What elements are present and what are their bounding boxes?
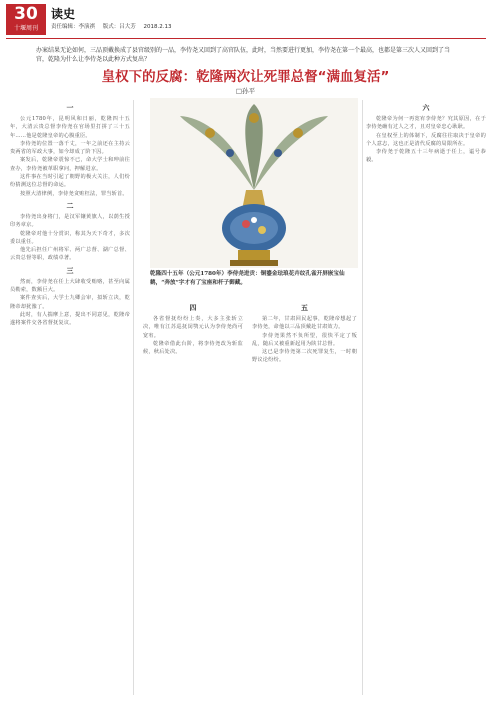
byline: □孙平: [235, 87, 256, 95]
paragraph: 在皇权至上的体制下，反腐往往取决于皇帝的个人意志，这也正是清代反腐的局限所在。: [366, 132, 486, 147]
artifact-photo: [150, 98, 358, 268]
column-divider: [362, 100, 363, 695]
paragraph: 李侍尧的位置一落千丈，一年之前还在主持云贵两省的军政大事，如今却成了阶下囚。: [10, 140, 130, 156]
page-number-badge: [6, 4, 46, 35]
paragraph: 乾隆帝为何一再宽宥李侍尧？究其原因，在于李侍尧确有过人之才，且对皇帝忠心耿耿。: [366, 116, 486, 131]
paragraph: 案发后，乾隆帝震惊不已，命大学士和珅前往查办，李侍尧被革职拿问，押解进京。: [10, 157, 130, 172]
layout-credit: 版式：吕大芳: [102, 24, 136, 30]
magazine-name: 十堰周刊: [13, 25, 38, 32]
page-number: 30: [14, 4, 38, 24]
page-header: [0, 0, 491, 40]
section-number: 四: [189, 303, 197, 312]
paragraph: 李侍尧果然不负所望，很快平定了叛乱，随后又被重新起用为陕甘总督。: [252, 332, 357, 347]
column-4: [366, 100, 486, 165]
editor-credit: 责任编辑：李演祺: [51, 24, 96, 30]
column-divider: [133, 100, 134, 695]
credits: [51, 22, 178, 30]
paragraph: 李侍尧于乾隆五十三年病逝于任上，谥号恭毅。: [366, 149, 486, 164]
paragraph: 各省督抚纷纷上奏，大多主张斩立决，唯有江苏巡抚闵鹗元认为李侍尧尚可宽宥。: [143, 316, 243, 339]
paragraph: 乾隆帝对他十分赏识，称其为天下奇才，多次委以重任。: [10, 230, 130, 245]
section-number: 五: [301, 303, 308, 312]
artifact-illustration: [150, 98, 358, 268]
section-number: 一: [66, 103, 74, 112]
article-title: 皇权下的反腐：乾隆两次让死罪总督“满血复活”: [101, 69, 390, 85]
paragraph: 他先后担任广州将军、两广总督、湖广总督、云贵总督等职，政绩卓著。: [10, 247, 130, 262]
issue-date: 2018.2.13: [143, 24, 172, 30]
paragraph: 这已是李侍尧第二次死罪复生，一时朝野议论纷纷。: [252, 349, 357, 364]
paragraph: 此时，有人揣摩上意，提出不同意见，乾隆帝遂将案件交各省督抚复议。: [10, 311, 130, 327]
section-number: 三: [66, 265, 74, 275]
header-rule: [6, 38, 486, 39]
paragraph: 第二年，甘肃回民起事，乾隆帝想起了李侍尧，命他以三品顶戴赴甘肃效力。: [252, 316, 357, 331]
paragraph: 乾隆帝借此台阶，将李侍尧改为斩监候，秋后处决。: [143, 340, 243, 356]
paragraph: 案件查实后，大学士九卿会审，拟斩立决，乾隆帝却犹豫了。: [10, 295, 130, 310]
section-number: 六: [422, 103, 430, 112]
paragraph: 然而，李侍尧在任上大肆收受贿赂，甚至向属员勒索，数额巨大。: [10, 278, 130, 294]
column-1: [10, 100, 130, 328]
paragraph: 李侍尧出身将门，是汉军镶黄旗人，以荫生授印务章京。: [10, 213, 130, 229]
column-3: [252, 300, 357, 365]
lead-paragraph: 办案结果无论如何，三品顶戴换成了县官级别的一品，李侍尧又回到了高官队伍，此时，当然要进行更加，李侍尧在第一个最高，也都是第三次人又回到了当官，乾隆为什么让李侍尧以此种方式复出？: [36, 47, 451, 63]
paragraph: 按照大清律例，李侍尧贪赃枉法，罪当斩首。: [20, 190, 128, 197]
column-2: [143, 300, 243, 356]
paragraph: 这件事在当时引起了朝野的极大关注，人们纷纷猜测这位总督的命运。: [10, 174, 130, 189]
paragraph: 公元1780年，昆明风和日丽，乾隆四十五年，大清云贵总督李侍尧在官场里打拼了三十五年……他是乾隆皇帝的心腹重臣。: [10, 116, 130, 139]
section-title: 读史: [51, 7, 76, 21]
section-number: 二: [66, 200, 74, 210]
photo-caption: 乾隆四十五年（公元1780年）李侍尧进贡：铜鎏金珐琅花卉纹孔雀开屏嵌宝仙鹤，“奔放”字才有了宝座和杆子御藏。: [150, 271, 345, 286]
